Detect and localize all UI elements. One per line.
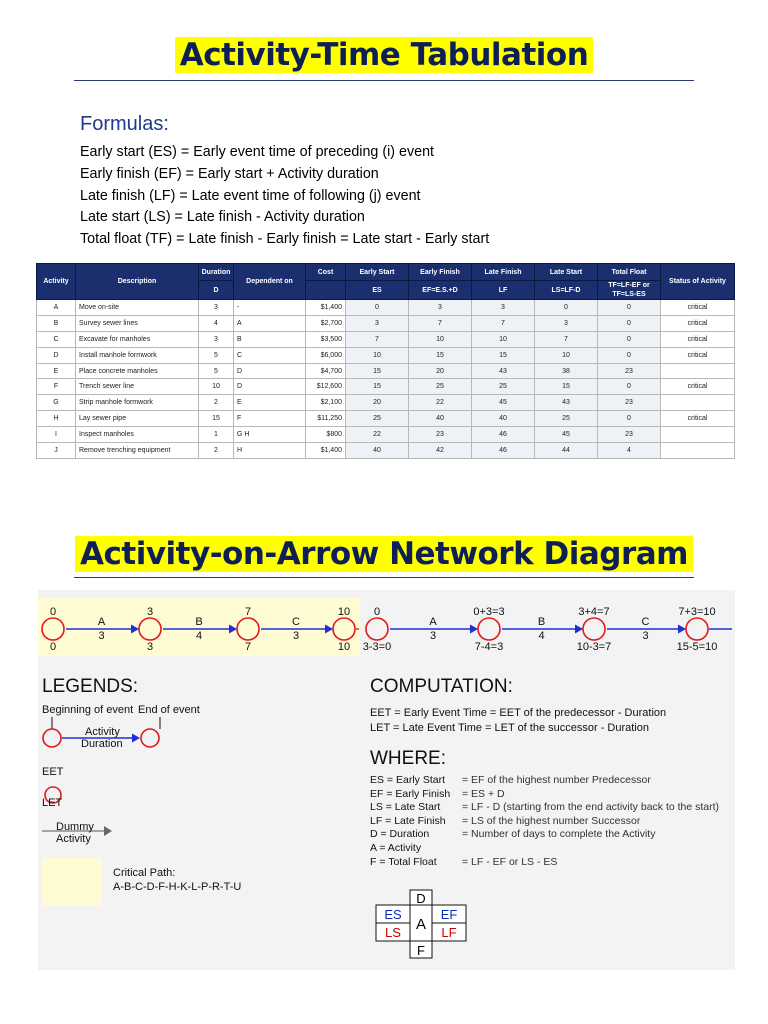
cell-es: 25 xyxy=(346,411,409,427)
definition-meaning: = ES + D xyxy=(462,787,505,800)
formula-line: Late finish (LF) = Late event time of following (j) event xyxy=(80,187,421,204)
event-node xyxy=(366,618,388,640)
cell-dep: E xyxy=(234,395,306,411)
legend-eet: EET xyxy=(42,766,64,778)
cell-desc: Strip manhole formwork xyxy=(76,395,199,411)
cell-tf: 0 xyxy=(598,315,661,331)
arrow-activity: C xyxy=(641,616,650,628)
definition-term: LF = Late Finish xyxy=(370,814,446,827)
node-eet: 0+3=3 xyxy=(473,606,505,618)
node-eet: 3 xyxy=(146,606,154,618)
header-cost: Cost xyxy=(306,264,346,281)
cell-status: critical xyxy=(661,379,735,395)
header-duration-sub: D xyxy=(199,281,234,300)
cell-cost: $1,400 xyxy=(306,300,346,316)
cell-es: 7 xyxy=(346,331,409,347)
critical-path-label: Critical Path: xyxy=(113,867,176,879)
cell-d: 3 xyxy=(199,331,234,347)
header-cost-sub xyxy=(306,281,346,300)
table-row xyxy=(37,347,735,363)
header-status: Status of Activity xyxy=(661,264,735,300)
node-let: 0 xyxy=(49,641,57,653)
definition-term: ES = Early Start xyxy=(370,774,445,786)
cell-act: E xyxy=(37,363,76,379)
definition-meaning: = EF of the highest number Predecessor xyxy=(462,774,651,786)
cell-lf: 40 xyxy=(472,411,535,427)
cell-ef: 25 xyxy=(409,379,472,395)
event-node xyxy=(42,618,64,640)
grid-es: ES xyxy=(384,907,402,922)
cell-dep: D xyxy=(234,363,306,379)
cell-tf: 4 xyxy=(598,443,661,459)
definition-meaning: = LF - EF or LS - ES xyxy=(462,855,558,868)
definition-term: D = Duration xyxy=(370,828,430,841)
cell-d: 5 xyxy=(199,363,234,379)
node-let: 10 xyxy=(337,641,351,653)
event-node xyxy=(478,618,500,640)
cell-ls: 3 xyxy=(535,315,598,331)
legend-activity: Activity xyxy=(85,726,120,738)
critical-path-swatch xyxy=(42,858,102,906)
formula-line: Early start (ES) = Early event time of preceding (i) event xyxy=(80,144,434,160)
section-title-tabulation: Activity-Time Tabulation xyxy=(0,37,768,73)
node-eet: 0 xyxy=(373,606,381,618)
cell-cost: $11,250 xyxy=(306,411,346,427)
header-activity: Activity xyxy=(37,264,76,300)
arrow-duration: 3 xyxy=(429,630,437,642)
cell-es: 15 xyxy=(346,363,409,379)
cell-tf: 0 xyxy=(598,300,661,316)
activity-table xyxy=(36,263,735,459)
cell-status xyxy=(661,427,735,443)
legend-let: LET xyxy=(42,797,63,809)
arrow-activity: B xyxy=(195,616,203,628)
table-row xyxy=(37,363,735,379)
arrow-duration: 4 xyxy=(195,630,203,642)
cell-d: 3 xyxy=(199,300,234,316)
cell-ef: 42 xyxy=(409,443,472,459)
table-row xyxy=(37,411,735,427)
header-ls-sub: LS=LF-D xyxy=(535,281,598,300)
header-early-start: Early Start xyxy=(346,264,409,281)
arrow-activity: B xyxy=(537,616,546,628)
definition-meaning: = LS of the highest number Successor xyxy=(462,814,641,827)
cell-ef: 10 xyxy=(409,331,472,347)
cell-d: 5 xyxy=(199,347,234,363)
cell-tf: 23 xyxy=(598,427,661,443)
formulas-heading: Formulas: xyxy=(80,113,169,135)
cell-es: 40 xyxy=(346,443,409,459)
formulas-list xyxy=(80,142,489,251)
node-let: 7-4=3 xyxy=(474,641,504,653)
cell-desc: Trench sewer line xyxy=(76,379,199,395)
cell-lf: 43 xyxy=(472,363,535,379)
cell-dep: G H xyxy=(234,427,306,443)
event-node xyxy=(333,618,355,640)
node-eet: 3+4=7 xyxy=(578,606,610,618)
definition-term: F = Total Float xyxy=(370,855,437,868)
header-total-float: Total Float xyxy=(598,264,661,281)
header-es-sub: ES xyxy=(346,281,409,300)
formula-line: Early finish (EF) = Early start + Activity duration xyxy=(80,165,379,182)
legend-beginning: Beginning of event xyxy=(42,704,134,716)
arrow-activity: C xyxy=(292,616,300,628)
cell-dep: - xyxy=(234,300,306,316)
cell-lf: 46 xyxy=(472,443,535,459)
section-title-network: Activity-on-Arrow Network Diagram xyxy=(0,536,768,572)
cell-d: 4 xyxy=(199,315,234,331)
cell-tf: 23 xyxy=(598,363,661,379)
legend-duration: Duration xyxy=(81,738,123,750)
cell-cost: $4,700 xyxy=(306,363,346,379)
node-eet: 7 xyxy=(244,606,252,618)
cell-tf: 0 xyxy=(598,411,661,427)
definition-meaning: = LF - D (starting from the end activity back to the start) xyxy=(462,801,720,814)
cell-desc: Excavate for manholes xyxy=(76,331,199,347)
cell-lf: 3 xyxy=(472,300,535,316)
event-node xyxy=(686,618,708,640)
node-box-legend xyxy=(370,888,482,965)
computation-let: LET = Late Event Time = LET of the successor - Duration xyxy=(370,722,650,734)
legend-end: End of event xyxy=(138,704,200,716)
arrow-activity: A xyxy=(97,616,106,628)
cell-dep: B xyxy=(234,331,306,347)
table-row xyxy=(37,427,735,443)
arrow-duration: 3 xyxy=(292,630,300,642)
cell-desc: Lay sewer pipe xyxy=(76,411,199,427)
legends-heading: LEGENDS: xyxy=(42,676,139,697)
definition-term: EF = Early Finish xyxy=(370,787,451,800)
where-heading: WHERE: xyxy=(370,748,446,769)
table-row xyxy=(37,395,735,411)
title-rule xyxy=(74,80,694,81)
cell-lf: 7 xyxy=(472,315,535,331)
cell-dep: D xyxy=(234,379,306,395)
title-rule xyxy=(74,577,694,578)
cell-dep: A xyxy=(234,315,306,331)
activity-arrow-head xyxy=(575,625,583,634)
activity-arrow-head xyxy=(229,625,237,634)
event-node xyxy=(583,618,605,640)
legend-end-node xyxy=(141,729,159,747)
arrow-activity: A xyxy=(429,616,437,628)
cell-lf: 10 xyxy=(472,331,535,347)
cell-es: 3 xyxy=(346,315,409,331)
cell-cost: $2,100 xyxy=(306,395,346,411)
cell-es: 10 xyxy=(346,347,409,363)
network-diagram-panel xyxy=(38,590,735,970)
node-let: 10-3=7 xyxy=(576,641,612,653)
formula-line: Late start (LS) = Late finish - Activity duration xyxy=(80,209,365,226)
activity-table-body xyxy=(37,300,735,459)
activity-arrow-head xyxy=(131,625,139,634)
node-eet: 10 xyxy=(337,606,351,618)
definition-meaning: = Number of days to complete the Activity xyxy=(462,828,656,841)
cell-desc: Remove trenching equipment xyxy=(76,443,199,459)
cell-d: 1 xyxy=(199,427,234,443)
cell-cost: $2,700 xyxy=(306,315,346,331)
table-row xyxy=(37,443,735,459)
cell-d: 2 xyxy=(199,395,234,411)
grid-ls: LS xyxy=(385,925,401,940)
cell-ef: 7 xyxy=(409,315,472,331)
cell-tf: 0 xyxy=(598,331,661,347)
cell-ls: 38 xyxy=(535,363,598,379)
cell-ef: 40 xyxy=(409,411,472,427)
node-eet: 7+3=10 xyxy=(678,606,716,618)
activity-arrow-head xyxy=(470,625,478,634)
activity-arrow-head xyxy=(678,625,686,634)
header-description: Description xyxy=(76,264,199,300)
cell-ef: 23 xyxy=(409,427,472,443)
cell-act: J xyxy=(37,443,76,459)
cell-ls: 44 xyxy=(535,443,598,459)
grid-a: A xyxy=(415,916,427,933)
cell-status: critical xyxy=(661,315,735,331)
legend-dummy-head xyxy=(104,826,112,836)
cell-lf: 25 xyxy=(472,379,535,395)
cell-status xyxy=(661,395,735,411)
event-node xyxy=(139,618,161,640)
cell-es: 20 xyxy=(346,395,409,411)
table-row xyxy=(37,300,735,316)
grid-f: F xyxy=(417,943,425,958)
cell-dep: C xyxy=(234,347,306,363)
cell-ls: 43 xyxy=(535,395,598,411)
cell-cost: $12,600 xyxy=(306,379,346,395)
cell-cost: $6,000 xyxy=(306,347,346,363)
node-eet: 0 xyxy=(49,606,57,618)
cell-dep: F xyxy=(234,411,306,427)
header-ef-sub: EF=E.S.+D xyxy=(409,281,472,300)
cell-desc: Move on-site xyxy=(76,300,199,316)
grid-ef: EF xyxy=(440,907,458,922)
table-row xyxy=(37,331,735,347)
cell-tf: 0 xyxy=(598,379,661,395)
cell-status: critical xyxy=(661,300,735,316)
event-node xyxy=(237,618,259,640)
node-let: 3-3=0 xyxy=(362,641,392,653)
legend-dummy: Dummy xyxy=(56,821,94,833)
grid-d: D xyxy=(416,891,426,906)
cell-desc: Inspect manholes xyxy=(76,427,199,443)
grid-lf: LF xyxy=(441,925,457,940)
legend-activity-arrow-head xyxy=(132,734,140,743)
computation-heading: COMPUTATION: xyxy=(370,676,513,697)
table-row xyxy=(37,379,735,395)
cell-act: F xyxy=(37,379,76,395)
definition-term: LS = Late Start xyxy=(370,801,441,814)
arrow-duration: 4 xyxy=(538,630,545,642)
cell-status xyxy=(661,443,735,459)
cell-desc: Install manhole formwork xyxy=(76,347,199,363)
cell-ls: 45 xyxy=(535,427,598,443)
cell-act: I xyxy=(37,427,76,443)
formula-line: Total float (TF) = Late finish - Early finish = Late start - Early start xyxy=(80,231,490,248)
cell-act: A xyxy=(37,300,76,316)
header-tf-sub: TF=LF-EF or TF=LS-ES xyxy=(598,281,661,300)
arrow-duration: 3 xyxy=(98,630,105,642)
header-early-finish: Early Finish xyxy=(409,264,472,281)
arrow-duration: 3 xyxy=(642,630,649,642)
cell-dep: H xyxy=(234,443,306,459)
cell-act: D xyxy=(37,347,76,363)
cell-ef: 22 xyxy=(409,395,472,411)
cell-desc: Survey sewer lines xyxy=(76,315,199,331)
cell-act: C xyxy=(37,331,76,347)
header-late-start: Late Start xyxy=(535,264,598,281)
cell-ls: 0 xyxy=(535,300,598,316)
node-let: 3 xyxy=(146,641,154,653)
cell-ls: 25 xyxy=(535,411,598,427)
cell-act: G xyxy=(37,395,76,411)
table-row xyxy=(37,315,735,331)
cell-d: 10 xyxy=(199,379,234,395)
cell-cost: $1,400 xyxy=(306,443,346,459)
cell-status xyxy=(661,363,735,379)
legend-dummy-activity: Activity xyxy=(56,833,91,845)
cell-es: 0 xyxy=(346,300,409,316)
cell-lf: 15 xyxy=(472,347,535,363)
header-duration: Duration xyxy=(199,264,234,281)
cell-tf: 23 xyxy=(598,395,661,411)
header-late-finish: Late Finish xyxy=(472,264,535,281)
cell-d: 15 xyxy=(199,411,234,427)
header-lf-sub: LF xyxy=(472,281,535,300)
cell-es: 22 xyxy=(346,427,409,443)
legend-start-node xyxy=(43,729,61,747)
cell-desc: Place concrete manholes xyxy=(76,363,199,379)
cell-lf: 45 xyxy=(472,395,535,411)
computation-eet: EET = Early Event Time = EET of the predecessor - Duration xyxy=(370,707,667,719)
cell-ef: 15 xyxy=(409,347,472,363)
node-let: 15-5=10 xyxy=(676,641,718,653)
cell-ef: 20 xyxy=(409,363,472,379)
cell-ls: 15 xyxy=(535,379,598,395)
definition-term: A = Activity xyxy=(370,842,422,854)
cell-es: 15 xyxy=(346,379,409,395)
cell-cost: $3,500 xyxy=(306,331,346,347)
cell-tf: 0 xyxy=(598,347,661,363)
activity-arrow-head xyxy=(325,625,333,634)
cell-ls: 7 xyxy=(535,331,598,347)
cell-act: H xyxy=(37,411,76,427)
critical-path-value: A-B-C-D-F-H-K-L-P-R-T-U xyxy=(113,881,242,893)
cell-cost: $800 xyxy=(306,427,346,443)
header-dependent: Dependent on xyxy=(234,264,306,300)
cell-lf: 46 xyxy=(472,427,535,443)
cell-d: 2 xyxy=(199,443,234,459)
cell-status: critical xyxy=(661,331,735,347)
node-let: 7 xyxy=(244,641,252,653)
node-box-svg xyxy=(370,888,482,960)
cell-ls: 10 xyxy=(535,347,598,363)
cell-status: critical xyxy=(661,347,735,363)
cell-ef: 3 xyxy=(409,300,472,316)
cell-act: B xyxy=(37,315,76,331)
cell-status: critical xyxy=(661,411,735,427)
